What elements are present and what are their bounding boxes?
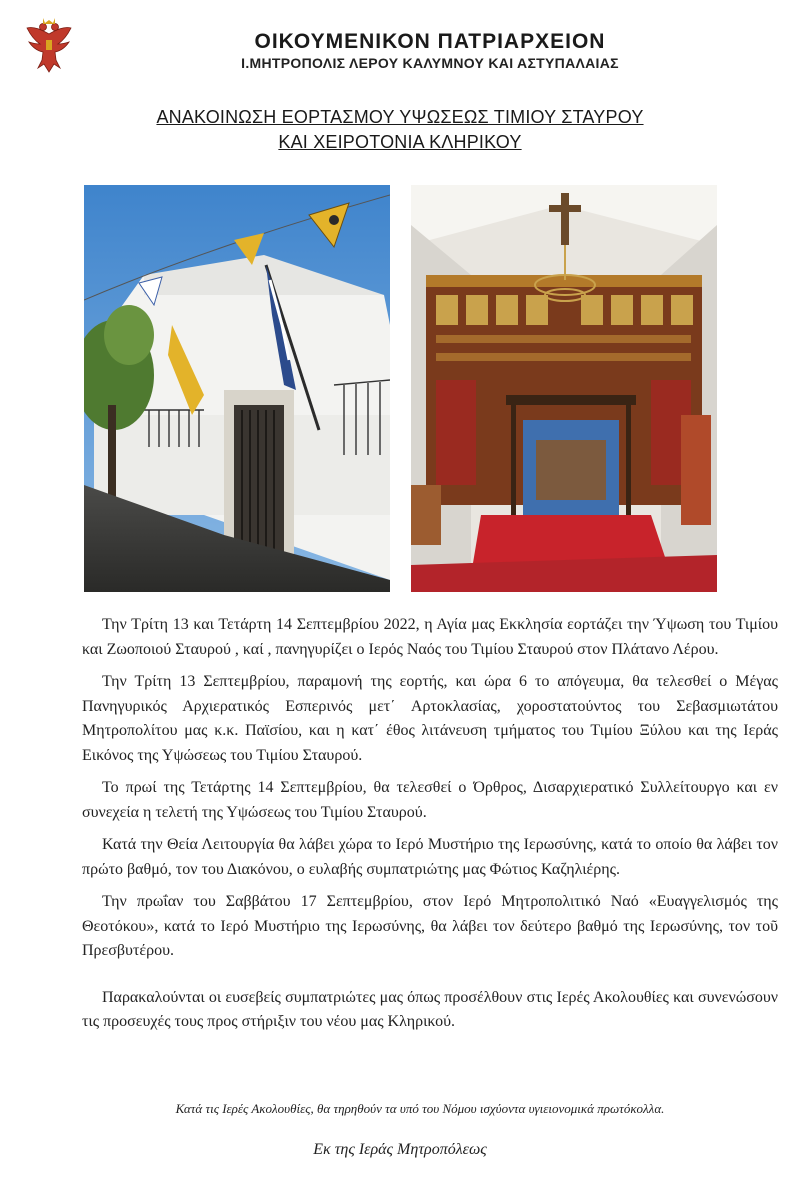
patriarchate-heading: ΟΙΚΟΥΜΕΝΙΚΟΝ ΠΑΤΡΙΑΡΧΕΙΟΝ bbox=[254, 30, 606, 53]
paragraph-2: Την Τρίτη 13 Σεπτεμβρίου, παραμονή της εορτής, και ώρα 6 το απόγευμα, θα τελεσθεί ο Μέγας Πανηγυρικός Αρχιερατικός Εσπερινός μετ΄ Αρτοκλασίας, χοροστατούντος του Σεβασμιωτάτου Μητροπολίτου μας κ.κ. Παϊσίου, και η κατ΄ έθος λιτάνευση τμήματος του Τιμίου Ξύλου και της Ιεράς Εικόνος της Υψώσεως του Τιμίου Σταυρού. bbox=[82, 673, 778, 764]
announcement-title-line2: ΚΑΙ ΧΕΙΡΟΤΟΝΙΑ ΚΛΗΡΙΚΟΥ bbox=[278, 132, 522, 152]
paragraph-1: Την Τρίτη 13 και Τετάρτη 14 Σεπτεμβρίου 2022, η Αγία μας Εκκλησία εορτάζει την Ύψωση του Τιμίου και Ζωοποιού Σταυρού , καί , πανηγυρίζει ο Ιερός Ναός του Τιμίου Σταυρού στον Πλάτανο Λέρου. bbox=[82, 616, 778, 658]
paragraph-6: Παρακαλούνται οι ευσεβείς συμπατριώτες μας όπως προσέλθουν στις Ιερές Ακολουθίες και συνενώσουν τις προσευχές τους προς στήριξιν του νέου μας Κληρικού. bbox=[82, 988, 778, 1030]
paragraph-3: Το πρωί της Τετάρτης 14 Σεπτεμβρίου, θα τελεσθεί ο Όρθρος, Δισαρχιερατικό Συλλείτουργο και εν συνεχεία η τελετή της Υψώσεως του Τιμίου Σταυρού. bbox=[82, 779, 778, 821]
double-headed-eagle-icon bbox=[24, 14, 74, 76]
paragraph-5: Την πρωΐαν του Σαββάτου 17 Σεπτεμβρίου, στον Ιερό Μητροπολιτικό Ναό «Ευαγγελισμός της Θεοτόκου», κατά το Ιερό Μυστήριο της Ιερωσύνης, θα λάβει τον δεύτερο βαθμό της Ιερωσύνης, τον τοῦ Πρεσβυτέρου. bbox=[82, 893, 778, 959]
church-interior-photo bbox=[411, 185, 717, 592]
announcement-title-line1: ΑΝΑΚΟΙΝΩΣΗ ΕΟΡΤΑΣΜΟΥ ΥΨΩΣΕΩΣ ΤΙΜΙΟΥ ΣΤΑΥΡΟΥ bbox=[156, 107, 644, 127]
paragraph-4: Κατά την Θεία Λειτουργία θα λάβει χώρα το Ιερό Μυστήριο της Ιερωσύνης, κατά το οποίο θα λάβει τον πρώτο βαθμό, τον του Διακόνου, ο ευλαβής συμπατριώτης μας Φώτιος Καζηλιέρης. bbox=[82, 836, 778, 878]
church-exterior-photo bbox=[84, 185, 390, 592]
health-protocol-note: Κατά τις Ιερές Ακολουθίες, θα τηρηθούν τα υπό του Νόμου ισχύοντα υγιειονομικά πρωτόκολλα. bbox=[175, 1101, 665, 1116]
announcement-body bbox=[82, 613, 778, 1043]
metropolis-heading: Ι.ΜΗΤΡΟΠΟΛΙΣ ΛΕΡΟΥ ΚΑΛΥΜΝΟΥ ΚΑΙ ΑΣΤΥΠΑΛΑΙΑΣ bbox=[241, 55, 619, 71]
signature: Εκ της Ιεράς Μητροπόλεως bbox=[313, 1141, 487, 1158]
